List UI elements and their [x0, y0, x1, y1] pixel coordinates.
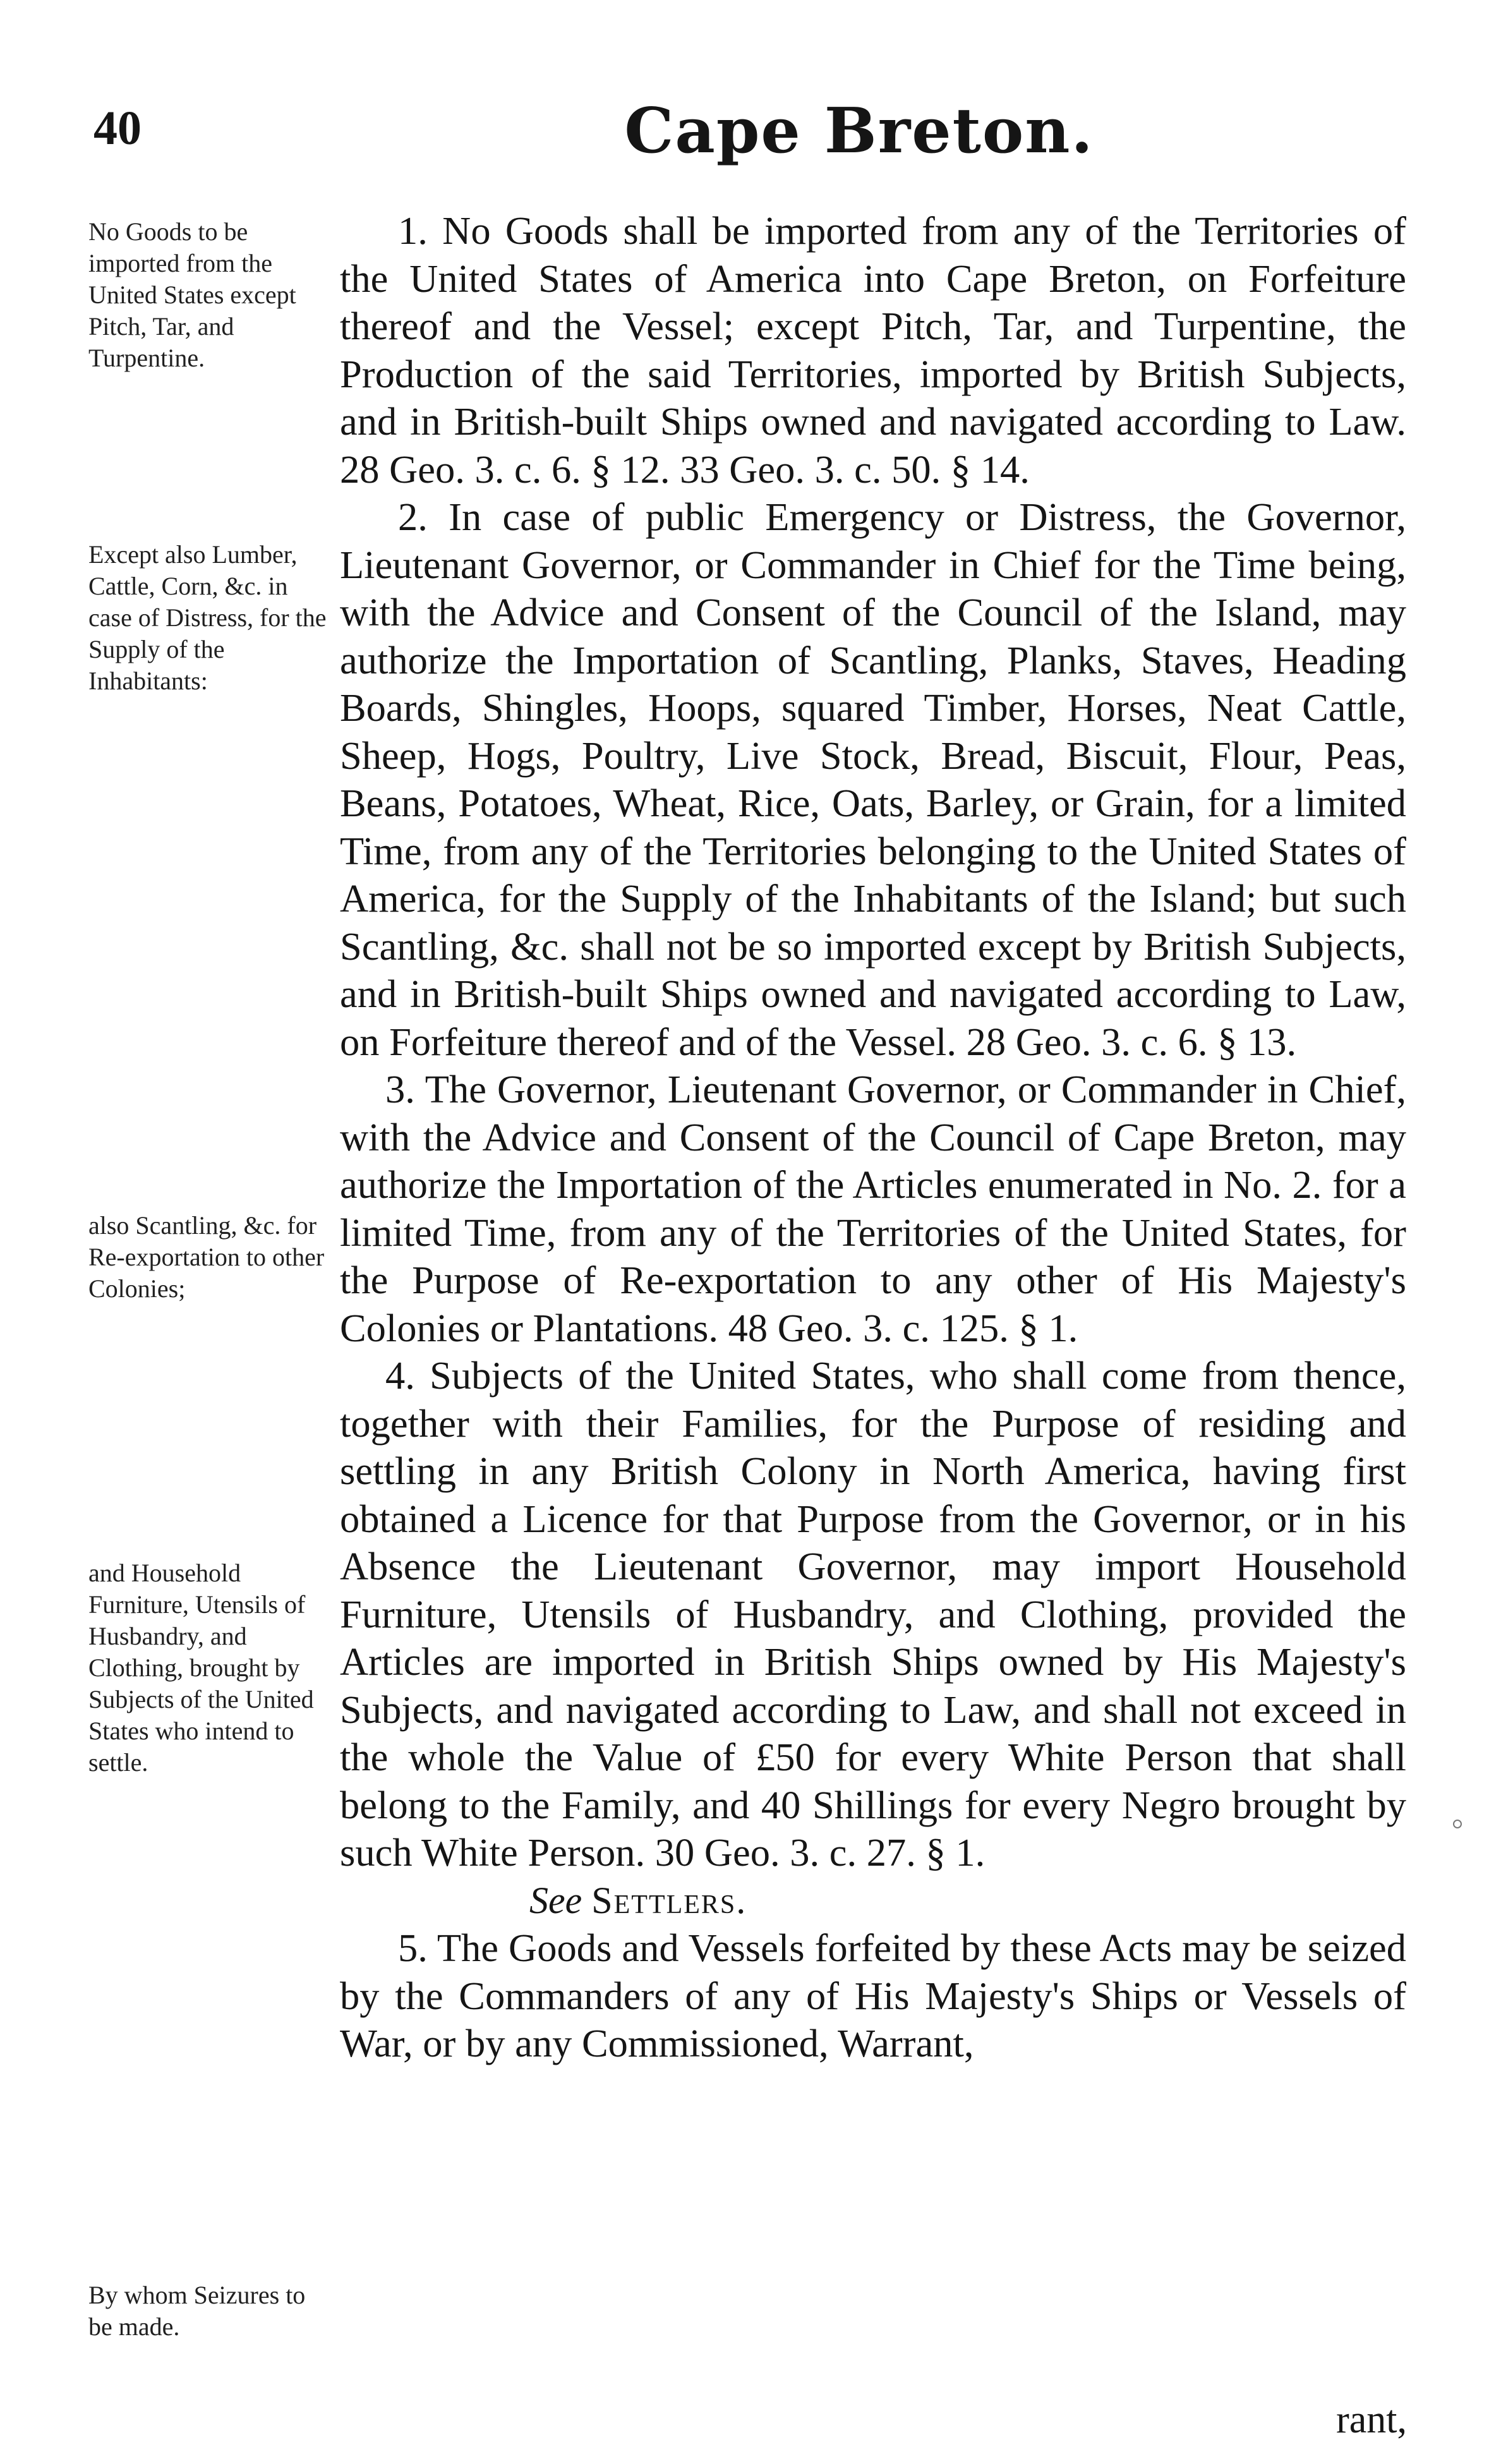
see-word: See: [529, 1879, 582, 1921]
paragraph-4: 4. Subjects of the United States, who shall come from thence, together with their Families, for the Purpose of residing and settling in any British Colony in North America, having first obtained a Licence for that Purpose from the Governor, or in his Absence the Lieutenant Governor, may import Household Furniture, Utensils of Husbandry, and Clothing, provided the Articles are imported in British Ships owned by His Majesty's Subjects, and navigated according to Law, and shall not exceed in the whole the Value of £50 for every White Person that shall belong to the Family, and 40 Shillings for every Negro brought by such White Person. 30 Geo. 3. c. 27. § 1.: [340, 1353, 1406, 1875]
margin-note-household: and Household Furniture, Utensils of Husbandry, and Clothing, brought by Subjects of the United States who intend to settle.: [88, 1559, 314, 1777]
margin-note-scantling: also Scantling, &c. for Re-exportation to other Colonies;: [88, 1211, 325, 1303]
margin-note-no-goods: No Goods to be imported from the United States except Pitch, Tar, and Turpentine.: [88, 217, 296, 372]
see-target: Settlers.: [591, 1879, 747, 1921]
paragraph-3: 3. The Governor, Lieutenant Governor, or Commander in Chief, with the Advice and Consent of the Council of Cape Breton, may authorize the Importation of the Articles enumerated in No. 2. for a limited Time, from any of the Territories of the United States, for the Purpose of Re-exportation to any other of His Majesty's Colonies or Plantations. 48 Geo. 3. c. 125. § 1.: [340, 1067, 1406, 1350]
margin-note-seizures: By whom Seizures to be made.: [88, 2281, 306, 2341]
paragraph-1: 1. No Goods shall be imported from any of the Territories of the United States of America into Cape Breton, on Forfeiture thereof and the Vessel; except Pitch, Tar, and Turpentine, the Production of the said Territories, imported by British Subjects, and in British-built Ships owned and navigated according to Law. 28 Geo. 3. c. 6. § 12. 33 Geo. 3. c. 50. § 14.: [340, 208, 1406, 492]
running-head: Cape Breton.: [624, 95, 1094, 167]
body-text-column: [340, 207, 1406, 2068]
catchword: rant,: [1336, 2398, 1407, 2441]
paragraph-2: 2. In case of public Emergency or Distress, the Governor, Lieutenant Governor, or Commander in Chief for the Time being, with the Advice and Consent of the Council of the Island, may authorize the Importation of Scantling, Planks, Staves, Heading Boards, Shingles, Hoops, squared Timber, Horses, Neat Cattle, Sheep, Hogs, Poultry, Live Stock, Bread, Biscuit, Flour, Peas, Beans, Potatoes, Wheat, Rice, Oats, Barley, or Grain, for a limited Time, from any of the Territories belonging to the United States of America, for the Supply of the Inhabitants of the Island; but such Scantling, &c. shall not be so imported except by British Subjects, and in British-built Ships owned and navigated according to Law, on Forfeiture thereof and of the Vessel. 28 Geo. 3. c. 6. § 13.: [340, 495, 1406, 1064]
paper-speck: [1453, 1820, 1462, 1828]
see-reference: [340, 1877, 1406, 1925]
margin-note-except-lumber: Except also Lumber, Cattle, Corn, &c. in case of Distress, for the Supply of the Inhabitants:: [88, 540, 327, 695]
page-number: 40: [93, 102, 142, 155]
paragraph-5: 5. The Goods and Vessels forfeited by these Acts may be seized by the Commanders of any of His Majesty's Ships or Vessels of War, or by any Commissioned, Warrant,: [340, 1926, 1406, 2065]
